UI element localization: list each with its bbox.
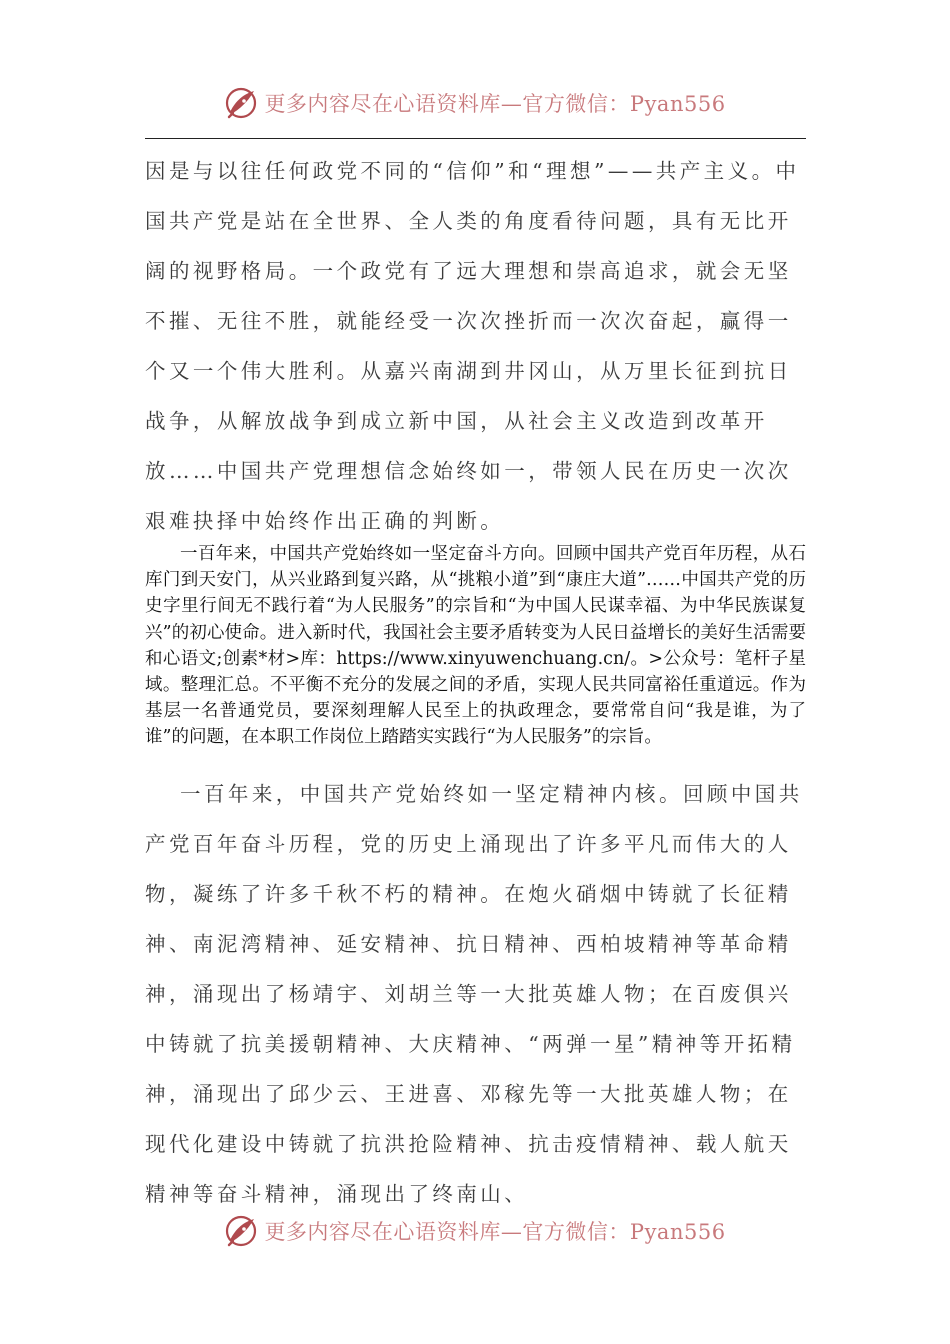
pen-nib-logo-icon <box>224 1214 258 1248</box>
pen-nib-logo-icon <box>224 86 258 120</box>
header-banner-text: 更多内容尽在心语资料库—官方微信：Pyan556 <box>264 92 726 116</box>
body-paragraph-1: 因是与以往任何政党不同的“信仰”和“理想”——共产主义。中国共产党是站在全世界、全人类的角度看待问题，具有无比开阔的视野格局。一个政党有了远大理想和崇高追求，就会无坚不摧、无往不胜，就能经受一次次挫折而一次次奋起，赢得一个又一个伟大胜利。从嘉兴南湖到井冈山，从万里长征到抗日战争，从解放战争到成立新中国，从社会主义改造到改革开放……中国共产党理想信念始终如一，带领人民在历史一次次艰难抉择中始终作出正确的判断。 <box>145 159 800 533</box>
body-paragraph-3: 一百年来，中国共产党始终如一坚定精神内核。回顾中国共产党百年奋斗历程，党的历史上涌现出了许多平凡而伟大的人物，凝练了许多千秋不朽的精神。在炮火硝烟中铸就了长征精神、南泥湾精神、延安精神、抗日精神、西柏坡精神等革命精神，涌现出了杨靖宇、刘胡兰等一大批英雄人物；在百废俱兴中铸就了抗美援朝精神、大庆精神、“两弹一星”精神等开拓精神，涌现出了邱少云、王进喜、邓稼先等一大批英雄人物；在现代化建设中铸就了抗洪抢险精神、抗击疫情精神、载人航天精神等奋斗精神，涌现出了终南山、 <box>145 782 803 1206</box>
footer-banner <box>0 1211 950 1251</box>
header-banner <box>0 83 950 123</box>
body-paragraph-2: 一百年来，中国共产党始终如一坚定奋斗方向。回顾中国共产党百年历程，从石库门到天安门，从兴业路到复兴路，从“挑粮小道”到“康庄大道”……中国共产党的历史字里行间无不践行着“为人民服务”的宗旨和“为中国人民谋幸福、为中华民族谋复兴”的初心使命。进入新时代，我国社会主要矛盾转变为人民日益增长的美好生活需要和心语文;创素*材>库：https://www.xinyuwenchuang.cn/。>公众号：笔杆子星域。整理汇总。不平衡不充分的发展之间的矛盾，实现人民共同富裕任重道远。作为基层一名普通党员，要深刻理解人民至上的执政理念，要常常自问“我是谁，为了谁”的问题，在本职工作岗位上踏踏实实践行“为人民服务”的宗旨。 <box>145 544 806 748</box>
footer-banner-text: 更多内容尽在心语资料库—官方微信：Pyan556 <box>264 1220 726 1244</box>
header-divider <box>145 138 806 139</box>
